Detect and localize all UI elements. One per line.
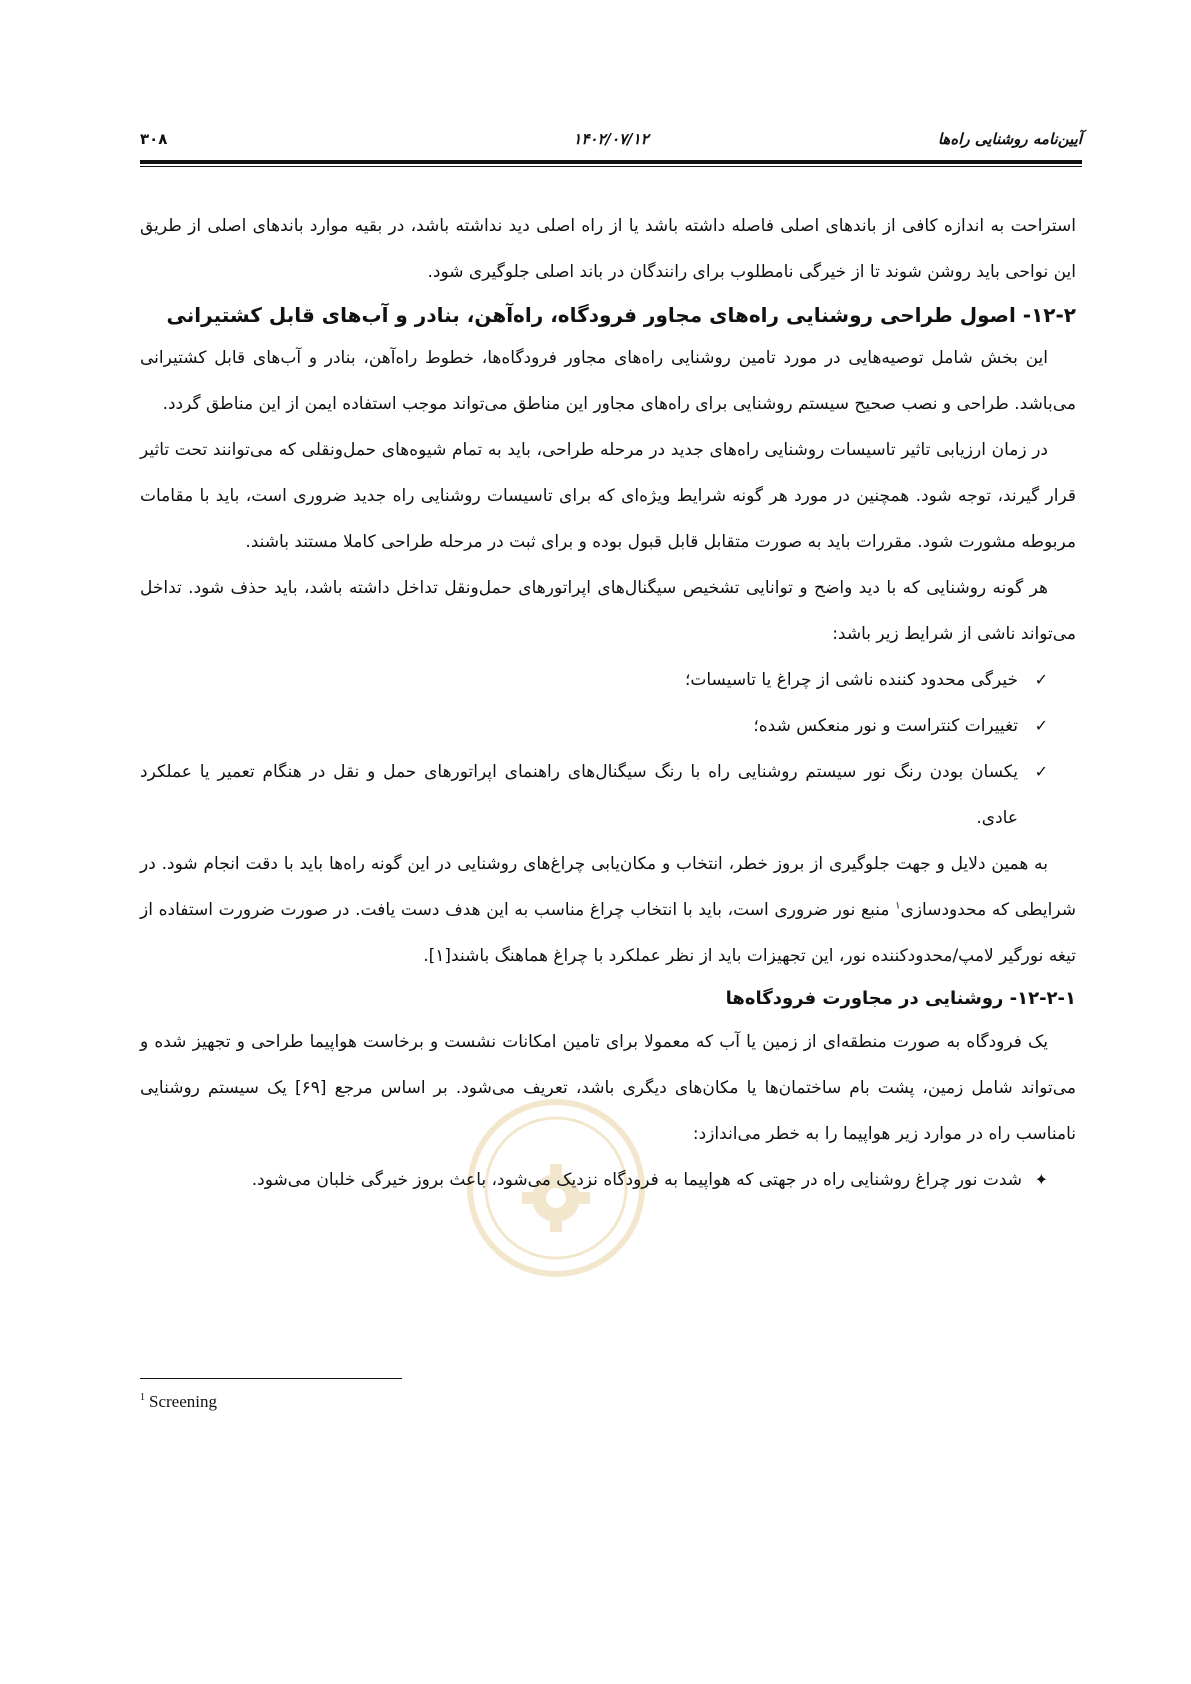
footnote: [140, 1392, 217, 1412]
section-paragraph-1: این بخش شامل توصیه‌هایی در مورد تامین روشنایی راه‌های مجاور فرودگاه‌ها، خطوط راه‌آهن، بنادر و آب‌های قابل کشتیرانی می‌باشد. طراحی و نصب صحیح سیستم روشنایی برای راه‌های مجاور این مناطق می‌تواند موجب استفاده ایمن از این مناطق گردد.: [140, 348, 1076, 414]
paragraph-text: یک فرودگاه به صورت منطقه‌ای از زمین یا آب که معمولا برای تامین امکانات نشست و برخاست هواپیما طراحی و تجهیز شده و می‌تواند شامل زمین، پشت بام ساختمان‌ها یا مکان‌های دیگری باشد، تعریف می‌شود. بر اساس مرجع: [140, 1032, 1076, 1098]
running-header: [140, 128, 1082, 154]
paragraph-text: .: [423, 946, 429, 966]
subsection-paragraph-1: [140, 1019, 1076, 1157]
header-rule-thick: [140, 160, 1082, 164]
header-rule-thin: [140, 166, 1082, 167]
section-paragraph-2: در زمان ارزیابی تاثیر تاسیسات روشنایی راه‌های جدید در مرحله طراحی، باید به تمام شیوه‌های حمل‌ونقلی که می‌توانند تحت تاثیر قرار گیرند، توجه شود. همچنین در مورد هر گونه شرایط ویژه‌ای که برای تاسیسات روشنایی راه جدید ضروری است، باید با مقامات مربوطه مشورت شود. مقررات باید به صورت متقابل قابل قبول بوده و برای ثبت در مرحله طراحی کاملا مستند باشند.: [140, 440, 1076, 552]
citation-link[interactable]: [۱]: [428, 946, 452, 966]
header-title: آیین‌نامه روشنایی راه‌ها: [937, 130, 1082, 148]
section-paragraph-3: هر گونه روشنایی که با دید واضح و توانایی تشخیص سیگنال‌های اپراتورهای حمل‌ونقل تداخل داشته باشد، باید حذف شود. تداخل می‌تواند ناشی از شرایط زیر باشد:: [140, 578, 1076, 644]
list-item-text: شدت نور چراغ روشنایی راه در جهتی که هواپیما به فرودگاه نزدیک می‌شود، باعث بروز خیرگی خلبان می‌شود.: [251, 1170, 1022, 1190]
header-date: ۱۴۰۲/۰۷/۱۲: [573, 130, 649, 148]
body-text: [140, 203, 1076, 1203]
footnote-text: Screening: [149, 1392, 217, 1411]
intro-paragraph: استراحت به اندازه کافی از باندهای اصلی فاصله داشته باشد یا از راه اصلی دید نداشته باشد، در بقیه موارد باندهای اصلی از طریق این نواحی باید روشن شوند تا از خیرگی نامطلوب برای رانندگان در باند اصلی جلوگیری شود.: [140, 216, 1076, 282]
paragraph-text: منبع نور ضروری است، باید با انتخاب چراغ مناسب به این هدف دست یافت. در صورت ضرورت استفاده از تیغه نورگیر لامپ/محدودکننده نور، این تجهیزات باید از نظر عملکرد با چراغ هماهنگ باشند: [140, 900, 1076, 966]
list-item: [140, 749, 1048, 841]
hazard-list: [140, 1157, 1076, 1203]
footnote-ref: ۱: [895, 900, 901, 912]
conditions-list: [140, 657, 1076, 841]
check-icon: ✓: [1034, 762, 1048, 781]
footnote-rule: [140, 1378, 402, 1379]
check-icon: ✓: [1034, 670, 1048, 689]
page-number: ۳۰۸: [140, 130, 168, 148]
list-item-text: یکسان بودن رنگ نور سیستم روشنایی راه با رنگ سیگنال‌های راهنمای اپراتورهای حمل و نقل در هنگام تعمیر یا عملکرد عادی.: [140, 762, 1018, 828]
citation-link[interactable]: [۶۹]: [294, 1078, 327, 1098]
list-item: [140, 657, 1048, 703]
list-item-text: تغییرات کنتراست و نور منعکس شده؛: [753, 716, 1018, 736]
section-heading: ۱۲-۲- اصول طراحی روشنایی راه‌های مجاور فرودگاه، راه‌آهن، بنادر و آب‌های قابل کشتیرانی: [166, 303, 1076, 327]
paragraph-text: به همین دلایل و جهت جلوگیری از بروز خطر، انتخاب و مکان‌یابی چراغ‌های روشنایی در این گونه راه‌ها باید با دقت انجام شود. در شرایطی که محدودسازی: [140, 854, 1076, 920]
footnote-marker: 1: [140, 1392, 145, 1404]
section-paragraph-4: [140, 841, 1076, 979]
check-icon: ✓: [1034, 716, 1048, 735]
list-item-text: خیرگی محدود کننده ناشی از چراغ یا تاسیسات؛: [684, 670, 1018, 690]
paragraph-text: یک سیستم روشنایی نامناسب راه در موارد زیر هواپیما را به خطر می‌اندازد:: [140, 1078, 1076, 1144]
list-item: [140, 703, 1048, 749]
list-item: [140, 1157, 1048, 1203]
subsection-heading: ۱۲-۲-۱- روشنایی در مجاورت فرودگاه‌ها: [725, 988, 1076, 1009]
star-bullet-icon: ✦: [1034, 1170, 1048, 1189]
